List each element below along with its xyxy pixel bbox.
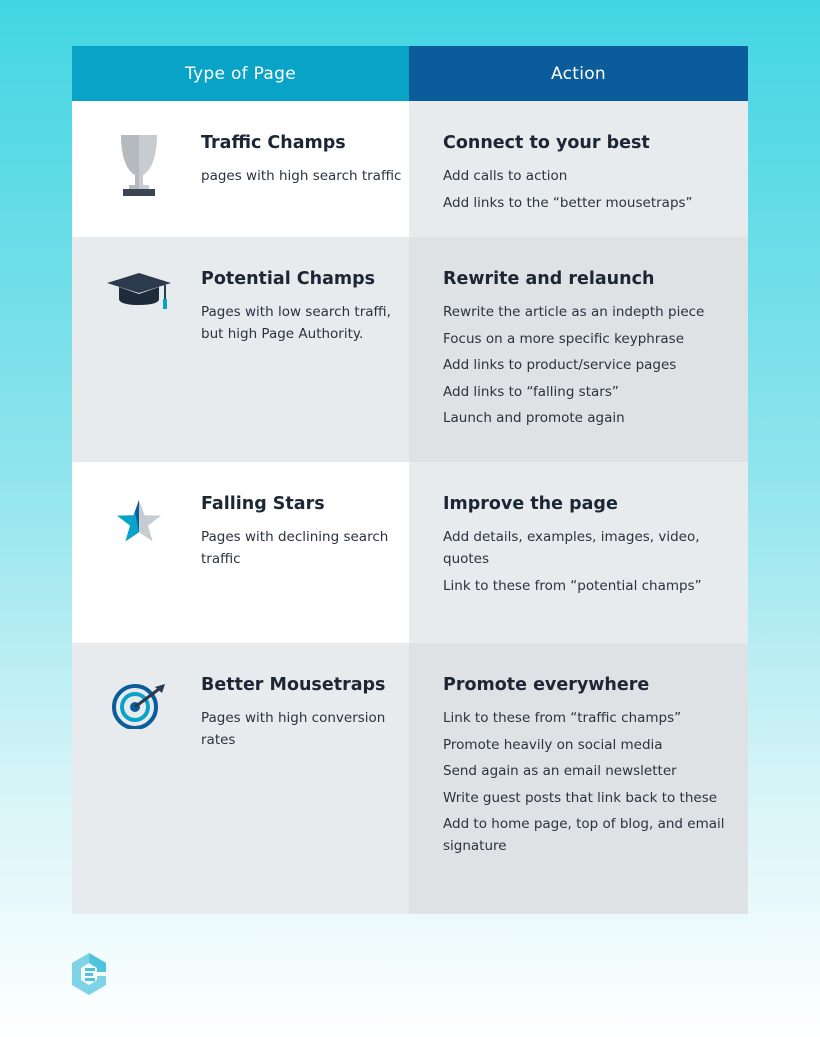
action-cell: [409, 643, 748, 914]
action-list: [443, 301, 728, 429]
table-row: [72, 101, 748, 237]
list-item: Focus on a more specific keyphrase: [443, 330, 684, 347]
page-type-cell: [72, 643, 409, 914]
list-item: Send again as an email newsletter: [443, 763, 677, 779]
page-type-cell: [72, 101, 409, 237]
graduation-cap-icon: [104, 273, 174, 343]
row-title: Falling Stars: [201, 494, 325, 514]
strategy-table: [72, 46, 748, 914]
list-item: Add links to product/service pages: [443, 357, 677, 373]
page-type-cell: [72, 462, 409, 643]
star-icon: [104, 498, 174, 568]
list-item: Link to these from “traffic champs”: [443, 710, 682, 726]
table-header: [72, 46, 748, 101]
list-item: Add calls to action: [443, 168, 568, 184]
list-item: Launch and promote again: [443, 410, 625, 426]
table-row: [72, 643, 748, 914]
brand-logo-icon: [70, 952, 108, 996]
action-title: Improve the page: [443, 494, 618, 514]
row-description: Pages with low search traffi, but high Page Authority.: [201, 304, 391, 342]
action-title: Connect to your best: [443, 133, 650, 153]
action-cell: [409, 462, 748, 643]
action-list: [443, 165, 728, 214]
action-cell: [409, 101, 748, 237]
list-item: Add to home page, top of blog, and email signature: [443, 816, 725, 854]
table-row: [72, 237, 748, 462]
list-item: Write guest posts that link back to these: [443, 789, 718, 806]
row-description: Pages with high conversion rates: [201, 710, 386, 748]
action-title: Rewrite and relaunch: [443, 269, 655, 289]
row-title: Traffic Champs: [201, 133, 346, 153]
action-list: [443, 526, 728, 597]
trophy-icon: [104, 131, 174, 201]
list-item: Add details, examples, images, video, quotes: [443, 529, 700, 567]
row-description: pages with high search traffic: [201, 168, 402, 184]
list-item: Promote heavily on social media: [443, 736, 663, 753]
table-row: [72, 462, 748, 643]
row-description: Pages with declining search traffic: [201, 529, 389, 567]
page-type-cell: [72, 237, 409, 462]
header-type-of-page: Type of Page: [72, 46, 409, 101]
list-item: Link to these from “potential champs”: [443, 577, 702, 594]
list-item: Add links to the “better mousetraps”: [443, 194, 693, 211]
header-action: Action: [409, 46, 748, 101]
row-title: Better Mousetraps: [201, 675, 386, 695]
list-item: Add links to “falling stars”: [443, 383, 619, 400]
action-list: [443, 707, 728, 857]
action-title: Promote everywhere: [443, 675, 650, 695]
list-item: Rewrite the article as an indepth piece: [443, 304, 705, 320]
target-icon: [104, 683, 174, 753]
row-title: Potential Champs: [201, 269, 376, 289]
action-cell: [409, 237, 748, 462]
